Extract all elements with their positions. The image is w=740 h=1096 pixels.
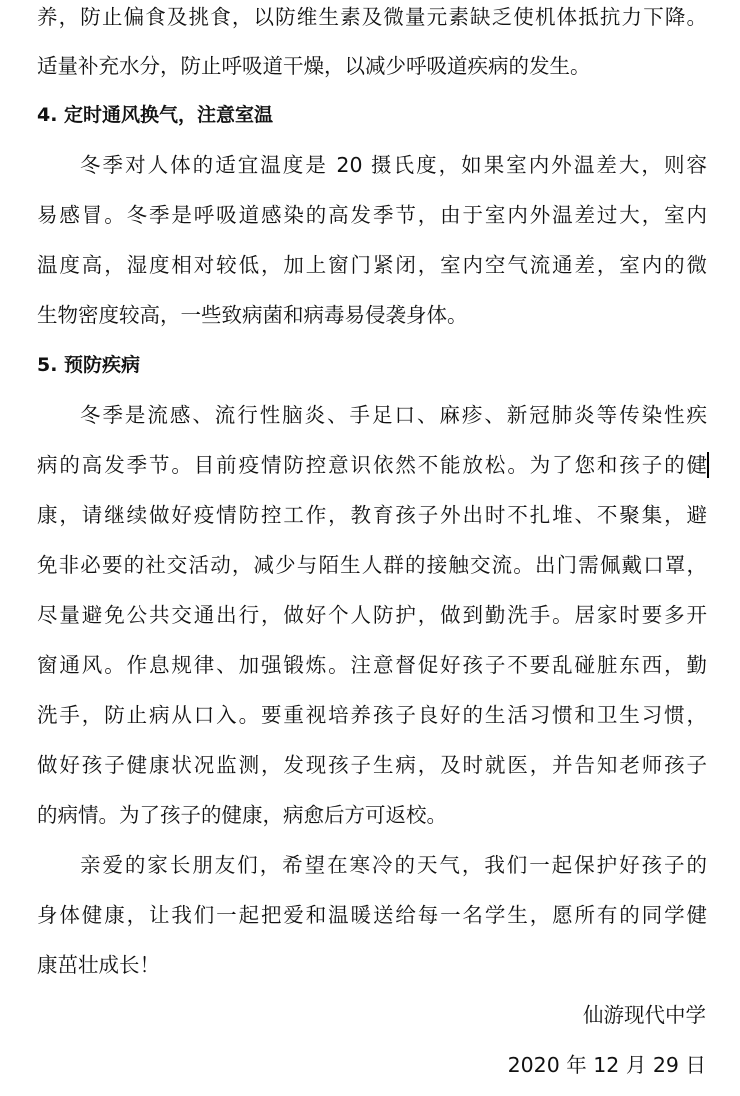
paragraph-line: 养，防止偏食及挑食，以防维生素及微量元素缺乏使机体抵抗力下降。 xyxy=(37,5,707,29)
paragraph-line: 病的高发季节。目前疫情防控意识依然不能放松。为了您和孩子的健 xyxy=(37,453,707,477)
section-heading-disease-prevention: 5. 预防疾病 xyxy=(37,354,141,376)
paragraph-line: 洗手，防止病从口入。要重视培养孩子良好的生活习惯和卫生习惯， xyxy=(37,703,707,727)
paragraph-line: 生物密度较高，一些致病菌和病毒易侵袭身体。 xyxy=(37,303,468,327)
signature-date: 2020 年 12 月 29 日 xyxy=(507,1053,706,1077)
paragraph-line: 冬季对人体的适宜温度是 20 摄氏度，如果室内外温差大，则容 xyxy=(80,153,707,177)
section-heading-ventilation: 4. 定时通风换气，注意室温 xyxy=(37,104,274,126)
paragraph-line: 的病情。为了孩子的健康，病愈后方可返校。 xyxy=(37,803,447,827)
paragraph-line: 亲爱的家长朋友们，希望在寒冷的天气，我们一起保护好孩子的 xyxy=(80,853,707,877)
paragraph-line: 身体健康，让我们一起把爱和温暖送给每一名学生，愿所有的同学健 xyxy=(37,903,707,927)
paragraph-line: 温度高，湿度相对较低，加上窗门紧闭，室内空气流通差，室内的微 xyxy=(37,253,707,277)
paragraph-line: 免非必要的社交活动，减少与陌生人群的接触交流。出门需佩戴口罩， xyxy=(37,553,707,577)
paragraph-line: 适量补充水分，防止呼吸道干燥，以减少呼吸道疾病的发生。 xyxy=(37,54,591,78)
paragraph-line: 尽量避免公共交通出行，做好个人防护，做到勤洗手。居家时要多开 xyxy=(37,603,707,627)
paragraph-line: 易感冒。冬季是呼吸道感染的高发季节，由于室内外温差过大，室内 xyxy=(37,203,707,227)
paragraph-line: 康，请继续做好疫情防控工作，教育孩子外出时不扎堆、不聚集，避 xyxy=(37,503,707,527)
text-cursor xyxy=(707,452,709,478)
paragraph-line: 康茁壮成长！ xyxy=(37,953,160,977)
paragraph-line: 窗通风。作息规律、加强锻炼。注意督促好孩子不要乱碰脏东西，勤 xyxy=(37,653,707,677)
paragraph-line: 冬季是流感、流行性脑炎、手足口、麻疹、新冠肺炎等传染性疾 xyxy=(80,403,707,427)
paragraph-line: 做好孩子健康状况监测，发现孩子生病，及时就医，并告知老师孩子 xyxy=(37,753,707,777)
signature-school: 仙游现代中学 xyxy=(583,1003,706,1027)
